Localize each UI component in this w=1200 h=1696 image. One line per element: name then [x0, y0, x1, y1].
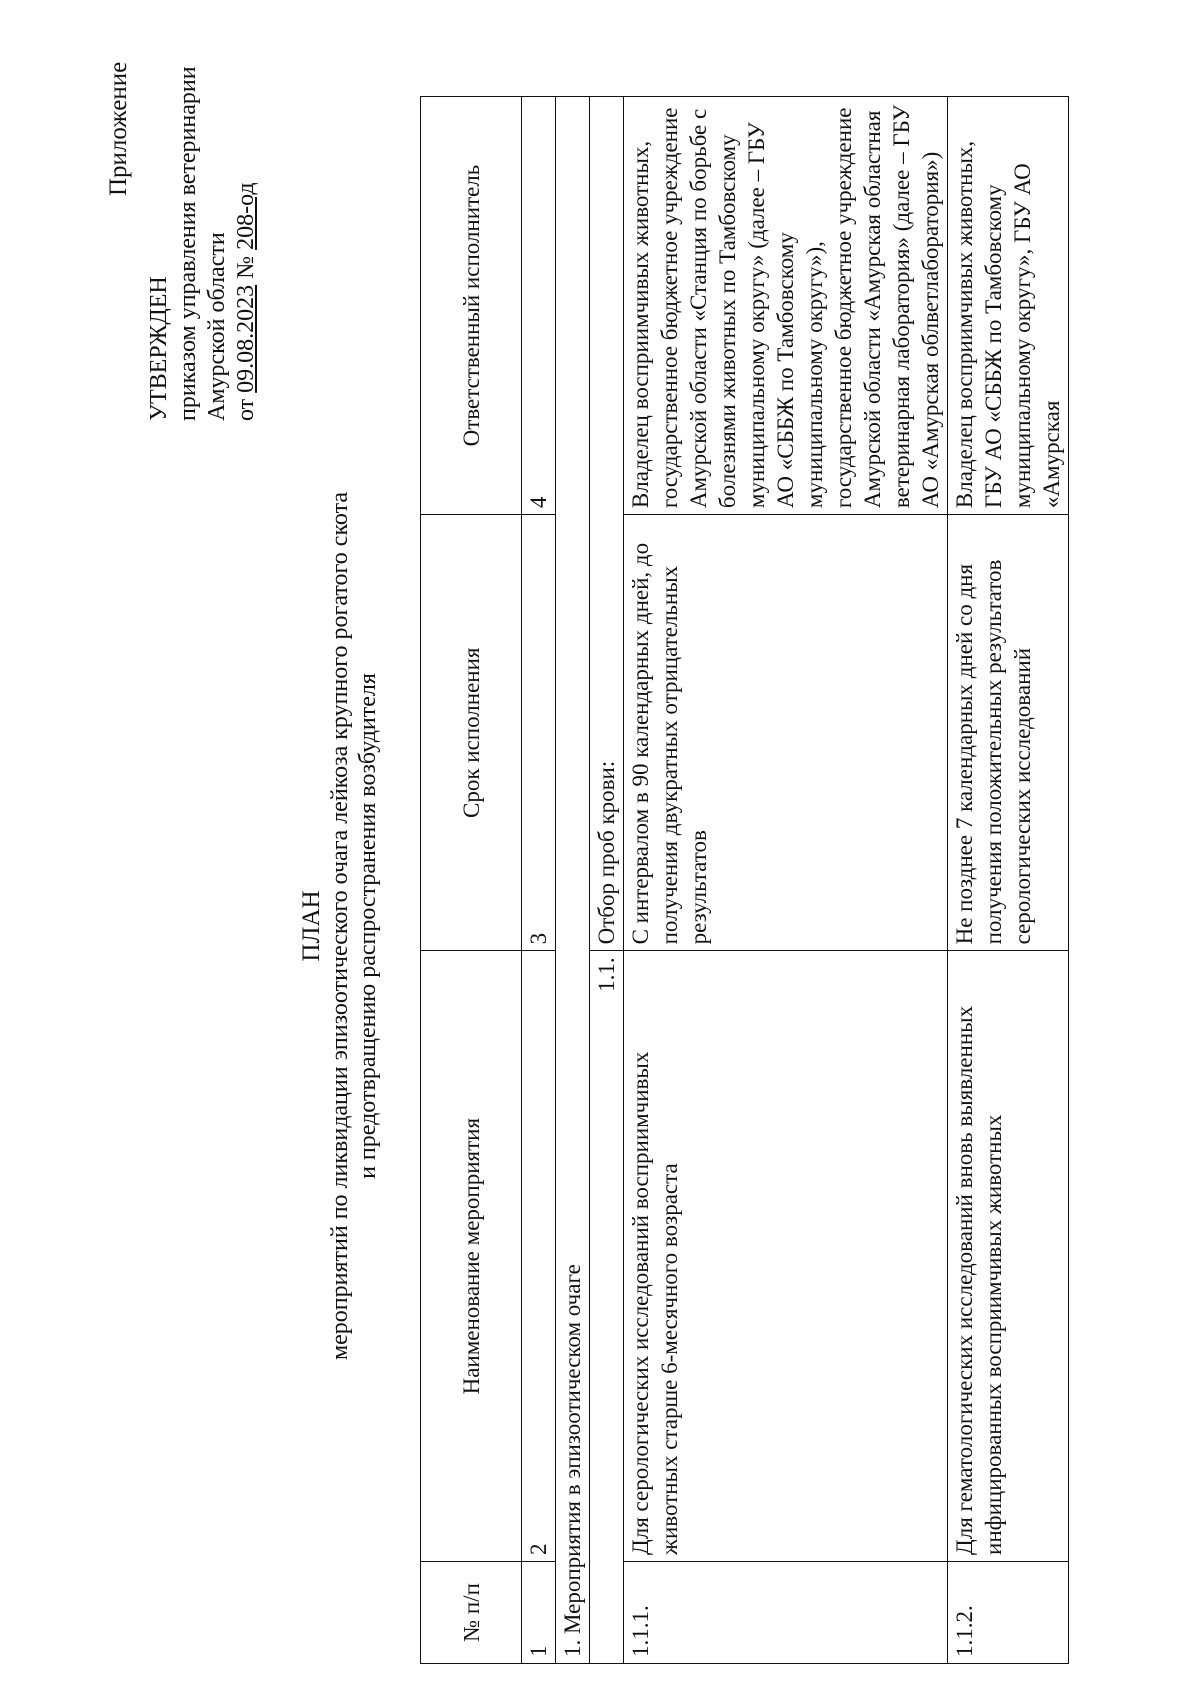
- approval-line-3: Амурской области: [204, 232, 230, 421]
- section-title: 1. Мероприятия в эпизоотическом очаге: [556, 97, 590, 1664]
- header-name: Наименование мероприятия: [421, 951, 522, 1562]
- row-executor: Владелец восприимчивых животных, ГБУ АО «СББЖ по Тамбовскому муниципальному округу», ГБУ АО «Амурская: [948, 97, 1069, 515]
- column-number-1: 1: [522, 1561, 556, 1663]
- subsection-title: Отбор проб крови:: [590, 97, 624, 951]
- approval-line-2: приказом управления ветеринарии: [175, 66, 201, 421]
- approval-block: [145, 66, 261, 421]
- approval-line-1: УТВЕРЖДЕН: [146, 276, 172, 421]
- title-line-1: мероприятий по ликвидации эпизоотического очага лейкоза крупного рогатого скота: [327, 491, 353, 1361]
- column-number-4: 4: [522, 97, 556, 515]
- row-executor: Владелец восприимчивых животных, государственное бюджетное учреждение Амурской области «Станция по борьбе с болезнями животных по Тамбовскому муниципальному округу» (далее – ГБУ АО «СББЖ по Тамбовскому муниципальному округу»), государственное бюджетное учреждение Амурской области «Амурская областная ветеринарная лаборатория» (далее – ГБУ АО «Амурская облветлаборатория»): [624, 97, 948, 515]
- table-row: [948, 97, 1069, 1664]
- plan-table: [420, 96, 1069, 1664]
- approval-date-line: [232, 66, 261, 421]
- row-deadline: С интервалом в 90 календарных дней, до получения двукратных отрицательных результатов: [624, 515, 948, 951]
- number-sign: №: [233, 249, 259, 285]
- date-prefix: от: [233, 392, 259, 421]
- column-number-row: [522, 97, 556, 1664]
- column-number-2: 2: [522, 951, 556, 1562]
- header-num: № п/п: [421, 1561, 522, 1663]
- header-row: [421, 97, 522, 1664]
- column-number-3: 3: [522, 515, 556, 951]
- document-title: [298, 286, 382, 1566]
- table-row: [624, 97, 948, 1664]
- section-row: [556, 97, 590, 1664]
- row-num: 1.1.2.: [948, 1561, 1069, 1663]
- plan-heading: ПЛАН: [298, 890, 325, 962]
- header-deadline: Срок исполнения: [421, 515, 522, 951]
- appendix-label: Приложение: [105, 61, 132, 196]
- subsection-number: 1.1.: [590, 951, 624, 1664]
- row-num: 1.1.1.: [624, 1561, 948, 1663]
- title-line-2: и предотвращению распространения возбудителя: [355, 673, 381, 1179]
- row-name: Для гематологических исследований вновь выявленных инфицированных восприимчивых животных: [948, 951, 1069, 1562]
- approval-date: 09.08.2023: [233, 284, 259, 393]
- row-deadline: Не позднее 7 календарных дней со дня получения положительных результатов серологических исследований: [948, 515, 1069, 951]
- header-executor: Ответственный исполнитель: [421, 97, 522, 515]
- subsection-row: [590, 97, 624, 1664]
- row-name: Для серологических исследований восприимчивых животных старше 6-месячного возраста: [624, 951, 948, 1562]
- order-number: 208-од: [233, 182, 259, 250]
